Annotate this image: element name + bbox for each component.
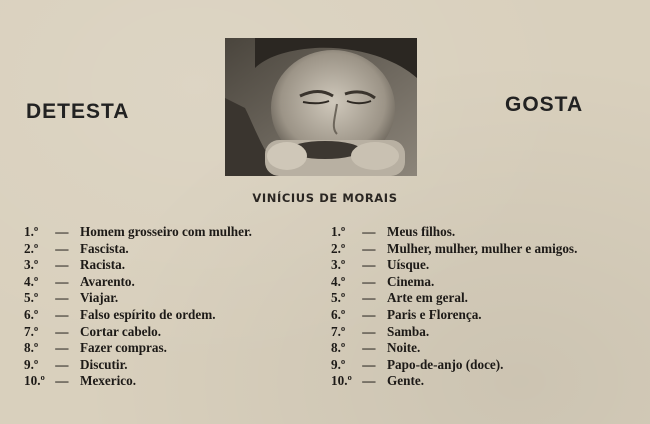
- gosta-item-text: Gente.: [387, 373, 424, 389]
- gosta-item: [331, 373, 597, 390]
- dash: —: [55, 273, 69, 289]
- gosta-item-text: Uísque.: [387, 257, 430, 273]
- gosta-item-text: Mulher, mulher, mulher e amigos.: [387, 240, 578, 256]
- ordinal: 6.º: [331, 306, 346, 322]
- gosta-item: [331, 324, 597, 341]
- ordinal: 5.º: [331, 290, 346, 306]
- detesta-item: [24, 241, 299, 258]
- gosta-item-number: [331, 290, 387, 307]
- detesta-item-number: [24, 241, 80, 258]
- dash: —: [362, 373, 376, 389]
- detesta-item-number: [24, 340, 80, 357]
- detesta-item-number: [24, 357, 80, 374]
- detesta-item-text: Homem grosseiro com mulher.: [80, 224, 252, 239]
- gosta-list: [331, 224, 597, 390]
- ordinal: 2.º: [24, 240, 39, 256]
- gosta-item-text: Samba.: [387, 323, 430, 339]
- gosta-item: [331, 241, 597, 258]
- ordinal: 3.º: [24, 257, 39, 273]
- detesta-item-number: [24, 324, 80, 341]
- detesta-item-text: Fazer compras.: [80, 340, 167, 356]
- ordinal: 3.º: [331, 257, 346, 273]
- gosta-item-number: [331, 340, 387, 357]
- ordinal: 4.º: [331, 273, 346, 289]
- gosta-item-text: Meus filhos.: [387, 224, 456, 239]
- dash: —: [55, 224, 69, 239]
- gosta-item-number: [331, 373, 387, 390]
- detesta-item-number: [24, 274, 80, 291]
- ordinal: 9.º: [24, 356, 39, 372]
- gosta-item-number: [331, 307, 387, 324]
- detesta-item-text: Avarento.: [80, 273, 135, 289]
- gosta-item-number: [331, 257, 387, 274]
- detesta-item-number: [24, 290, 80, 307]
- dash: —: [55, 373, 69, 389]
- detesta-item-text: Cortar cabelo.: [80, 323, 162, 339]
- ordinal: 7.º: [331, 323, 346, 339]
- dash: —: [362, 306, 376, 322]
- detesta-item: [24, 307, 299, 324]
- detesta-item-number: [24, 257, 80, 274]
- detesta-item: [24, 357, 299, 374]
- gosta-item: [331, 307, 597, 324]
- heading-gosta: GOSTA: [505, 93, 584, 116]
- gosta-item-text: Paris e Florença.: [387, 306, 482, 322]
- gosta-item: [331, 274, 597, 291]
- gosta-item-number: [331, 357, 387, 374]
- portrait-image: [225, 38, 417, 176]
- detesta-item-text: Racista.: [80, 257, 126, 273]
- ordinal: 8.º: [24, 340, 39, 356]
- detesta-item-number: [24, 224, 80, 241]
- detesta-item-number: [24, 307, 80, 324]
- ordinal: 8.º: [331, 340, 346, 356]
- detesta-item: [24, 324, 299, 341]
- detesta-item-number: [24, 373, 80, 390]
- ordinal: 9.º: [331, 356, 346, 372]
- dash: —: [362, 257, 376, 273]
- dash: —: [55, 290, 69, 306]
- gosta-item-text: Noite.: [387, 340, 421, 356]
- detesta-item: [24, 340, 299, 357]
- dash: —: [55, 240, 69, 256]
- dash: —: [55, 340, 69, 356]
- gosta-item-number: [331, 224, 387, 241]
- gosta-item: [331, 290, 597, 307]
- ordinal: 1.º: [24, 224, 39, 239]
- detesta-item-text: Fascista.: [80, 240, 129, 256]
- dash: —: [55, 323, 69, 339]
- dash: —: [362, 273, 376, 289]
- detesta-item-text: Discutir.: [80, 356, 128, 372]
- ordinal: 2.º: [331, 240, 346, 256]
- dash: —: [362, 224, 376, 239]
- detesta-item: [24, 224, 299, 241]
- photo-caption: VINÍCIUS DE MORAIS: [252, 191, 398, 205]
- ordinal: 6.º: [24, 306, 39, 322]
- detesta-item: [24, 290, 299, 307]
- gosta-item: [331, 357, 597, 374]
- dash: —: [362, 340, 376, 356]
- gosta-item-text: Papo-de-anjo (doce).: [387, 356, 504, 372]
- detesta-item-text: Mexerico.: [80, 373, 137, 389]
- ordinal: 1.º: [331, 224, 346, 239]
- detesta-list: [24, 224, 299, 390]
- gosta-item-number: [331, 324, 387, 341]
- portrait-photo: [225, 38, 417, 176]
- gosta-item-number: [331, 274, 387, 291]
- gosta-item: [331, 224, 597, 241]
- ordinal: 4.º: [24, 273, 39, 289]
- ordinal: 5.º: [24, 290, 39, 306]
- dash: —: [55, 306, 69, 322]
- dash: —: [362, 356, 376, 372]
- detesta-item: [24, 373, 299, 390]
- gosta-item-text: Arte em geral.: [387, 290, 468, 306]
- gosta-item: [331, 340, 597, 357]
- heading-detesta: DETESTA: [26, 100, 130, 123]
- gosta-item: [331, 257, 597, 274]
- ordinal: 10.º: [24, 373, 45, 389]
- dash: —: [55, 356, 69, 372]
- ordinal: 10.º: [331, 373, 352, 389]
- gosta-item-text: Cinema.: [387, 273, 435, 289]
- ordinal: 7.º: [24, 323, 39, 339]
- detesta-item-text: Viajar.: [80, 290, 119, 306]
- dash: —: [362, 323, 376, 339]
- dash: —: [362, 240, 376, 256]
- detesta-item: [24, 274, 299, 291]
- dash: —: [362, 290, 376, 306]
- detesta-item: [24, 257, 299, 274]
- dash: —: [55, 257, 69, 273]
- gosta-item-number: [331, 241, 387, 258]
- detesta-item-text: Falso espírito de ordem.: [80, 306, 216, 322]
